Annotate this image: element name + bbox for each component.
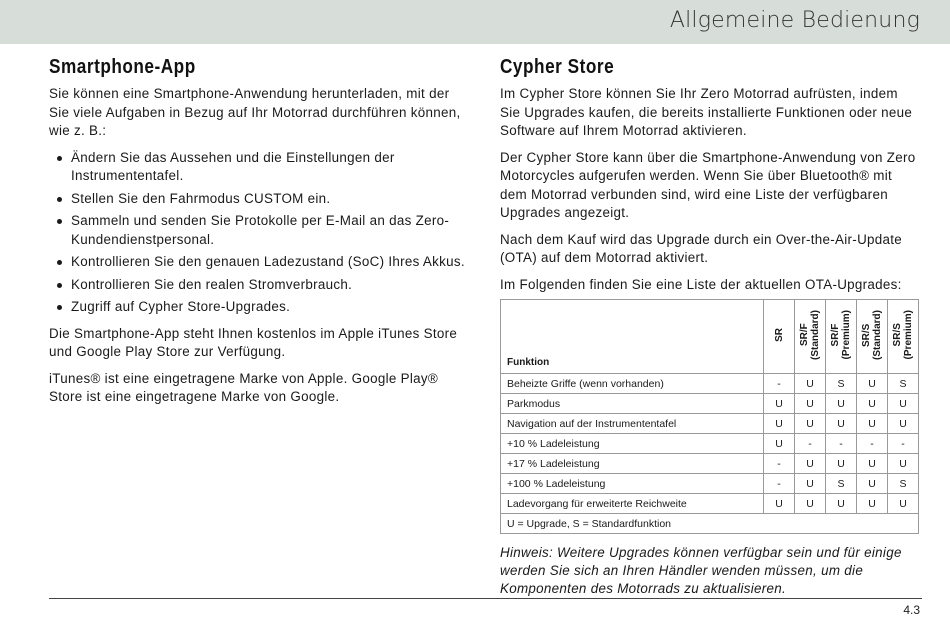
table-cell: U xyxy=(764,394,795,414)
table-cell: U xyxy=(795,374,826,394)
left-column xyxy=(49,56,471,415)
table-cell: U xyxy=(857,394,888,414)
column-header-srf-standard: SR/F (Standard) xyxy=(795,300,826,374)
column-header-sr: SR xyxy=(764,300,795,374)
table-cell: U xyxy=(857,454,888,474)
column-header-funktion: Funktion xyxy=(501,300,764,374)
table-row xyxy=(501,394,919,414)
table-cell: U xyxy=(764,414,795,434)
table-cell: U xyxy=(888,454,919,474)
trademark-paragraph: iTunes® ist eine eingetragene Marke von Apple. Google Play® Store ist eine eingetragene Marke von Google. xyxy=(49,370,439,404)
table-cell: U xyxy=(764,434,795,454)
column-header-srs-standard: SR/S (Standard) xyxy=(857,300,888,374)
table-legend-row xyxy=(501,514,919,534)
table-cell: - xyxy=(888,434,919,454)
table-cell: U xyxy=(795,474,826,494)
table-cell: U xyxy=(888,394,919,414)
feature-list xyxy=(49,149,471,317)
table-header-row xyxy=(501,300,919,374)
column-header-srf-premium: SR/F (Premium) xyxy=(826,300,857,374)
table-cell: U xyxy=(795,494,826,514)
table-cell: S xyxy=(826,374,857,394)
table-cell: - xyxy=(795,434,826,454)
table-cell: U xyxy=(888,494,919,514)
store-access-paragraph: Der Cypher Store kann über die Smartphone-Anwendung von Zero Motorcycles aufgerufen werden. Wenn Sie über Bluetooth® mit dem Motorrad verbunden sind, wird eine Liste der verfügbaren Upgrades angezeigt. xyxy=(500,149,916,220)
table-cell: S xyxy=(826,474,857,494)
table-cell: U xyxy=(826,494,857,514)
feature-name: Beheizte Griffe (wenn vorhanden) xyxy=(501,374,764,394)
list-item: Sammeln und senden Sie Protokolle per E-Mail an das Zero-Kundendienstpersonal. xyxy=(71,212,471,249)
page-number: 4.3 xyxy=(903,603,920,617)
table-cell: U xyxy=(795,454,826,474)
table-cell: U xyxy=(826,394,857,414)
feature-name: Navigation auf der Instrumententafel xyxy=(501,414,764,434)
list-item: Kontrollieren Sie den realen Stromverbrauch. xyxy=(71,276,471,295)
table-cell: U xyxy=(795,414,826,434)
table-legend: U = Upgrade, S = Standardfunktion xyxy=(501,514,919,534)
upgrade-list-intro: Im Folgenden finden Sie eine Liste der aktuellen OTA-Upgrades: xyxy=(500,276,902,292)
table-cell: U xyxy=(764,494,795,514)
table-cell: S xyxy=(888,374,919,394)
table-row xyxy=(501,494,919,514)
intro-paragraph: Sie können eine Smartphone-Anwendung herunterladen, mit der Sie viele Aufgaben in Bezug auf Ihr Motorrad durchführen können, wie z. B.: xyxy=(49,86,461,138)
footer-divider xyxy=(49,598,922,599)
feature-name: Parkmodus xyxy=(501,394,764,414)
table-cell: U xyxy=(826,414,857,434)
table-row xyxy=(501,474,919,494)
table-cell: U xyxy=(795,394,826,414)
table-cell: U xyxy=(826,454,857,474)
table-cell: U xyxy=(888,414,919,434)
list-item: Ändern Sie das Aussehen und die Einstellungen der Instrumententafel. xyxy=(71,149,471,186)
table-row xyxy=(501,454,919,474)
ota-upgrades-table xyxy=(500,299,919,534)
section-title: Allgemeine Bedienung xyxy=(669,8,920,33)
availability-paragraph: Die Smartphone-App steht Ihnen kostenlos im Apple iTunes Store und Google Play Store zur Verfügung. xyxy=(49,325,458,359)
list-item: Stellen Sie den Fahrmodus CUSTOM ein. xyxy=(71,190,471,209)
list-item: Zugriff auf Cypher Store-Upgrades. xyxy=(71,298,471,317)
feature-name: +100 % Ladeleistung xyxy=(501,474,764,494)
feature-name: Ladevorgang für erweiterte Reichweite xyxy=(501,494,764,514)
feature-name: +10 % Ladeleistung xyxy=(501,434,764,454)
column-header-srs-premium: SR/S (Premium) xyxy=(888,300,919,374)
feature-name: +17 % Ladeleistung xyxy=(501,454,764,474)
table-cell: U xyxy=(857,494,888,514)
list-item: Kontrollieren Sie den genauen Ladezustand (SoC) Ihres Akkus. xyxy=(71,253,471,272)
table-cell: - xyxy=(764,454,795,474)
table-cell: - xyxy=(764,474,795,494)
table-row xyxy=(501,434,919,454)
header-bar xyxy=(0,0,950,44)
table-row xyxy=(501,374,919,394)
table-cell: - xyxy=(857,434,888,454)
table-cell: - xyxy=(764,374,795,394)
table-cell: U xyxy=(857,374,888,394)
smartphone-app-heading: Smartphone-App xyxy=(49,56,196,78)
table-cell: U xyxy=(857,474,888,494)
ota-paragraph: Nach dem Kauf wird das Upgrade durch ein Over-the-Air-Update (OTA) auf dem Motorrad aktiviert. xyxy=(500,231,903,265)
table-row xyxy=(501,414,919,434)
table-cell: - xyxy=(826,434,857,454)
table-cell: S xyxy=(888,474,919,494)
store-intro-paragraph: Im Cypher Store können Sie Ihr Zero Motorrad aufrüsten, indem Sie Upgrades kaufen, die bereits installierte Funktionen oder neue Software auf Ihrem Motorrad aktivieren. xyxy=(500,86,913,138)
table-cell: U xyxy=(857,414,888,434)
cypher-store-heading: Cypher Store xyxy=(500,56,615,78)
right-column xyxy=(500,56,922,598)
upgrade-note: Hinweis: Weitere Upgrades können verfügbar sein und für einige werden Sie sich an Ihren Händler wenden müssen, um die Komponenten des Motorrads zu aktualisieren. xyxy=(500,545,902,596)
